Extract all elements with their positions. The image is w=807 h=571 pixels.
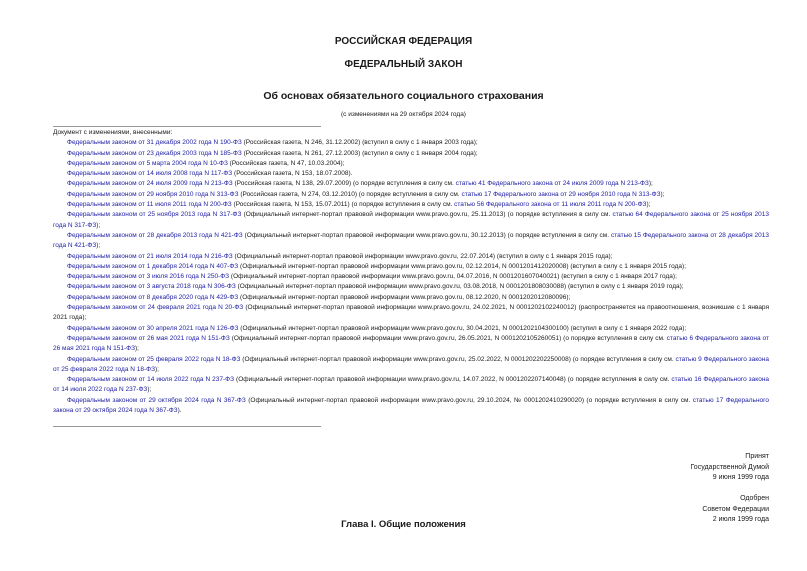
- amendment-tail: );: [96, 242, 101, 250]
- amendment-law-link[interactable]: Федеральным законом от 30 апреля 2021 года N 126-ФЗ: [67, 324, 239, 332]
- amendment-details: (Официальный интернет-портал правовой информации www.pravo.gov.ru, 03.08.2018, N 0001201808030088) (вступил в силу с 1 января 2019 года);: [235, 283, 684, 291]
- amendment-law-link[interactable]: Федеральным законом от 8 декабря 2020 года N 429-ФЗ: [67, 293, 239, 301]
- amendment-law-link[interactable]: Федеральным законом от 23 декабря 2003 года N 185-ФЗ: [67, 149, 242, 157]
- amendment-law-link[interactable]: Федеральным законом от 24 июля 2009 года N 213-ФЗ: [67, 180, 233, 188]
- header-country: РОССИЙСКАЯ ФЕДЕРАЦИЯ: [334, 36, 473, 47]
- amendment-law-link[interactable]: Федеральным законом от 14 июля 2008 года N 117-ФЗ: [67, 170, 233, 178]
- amendment-details: (Официальный интернет-портал правовой информации www.pravo.gov.ru, 25.11.2013) (о порядке вступления в силу см.: [241, 211, 613, 219]
- amendment-details: (Официальный интернет-портал правовой информации www.pravo.gov.ru, 04.07.2016, N 0001201607040021) (вступил в силу с 1 января 2017 года);: [229, 273, 677, 281]
- amendment-details: (Официальный интернет-портал правовой информации www.pravo.gov.ru, 25.02.2022, N 0001202202250008) (о порядке вступления в силу см.: [240, 355, 676, 363]
- amendment-item: [53, 149, 769, 159]
- amendment-article-link[interactable]: статью 17 Федерального закона от 29 октября 2024 года N 367-ФЗ: [53, 396, 769, 415]
- amendment-article-link[interactable]: статью 56 Федерального закона от 11 июля 2011 года N 200-ФЗ: [454, 201, 647, 209]
- amendment-law-link[interactable]: Федеральным законом от 3 июля 2016 года N 250-ФЗ: [67, 273, 230, 281]
- council-line: 2 июля 1999 года: [712, 516, 769, 523]
- divider-bottom: [53, 426, 321, 427]
- amendment-law-link[interactable]: Федеральным законом от 21 июля 2014 года N 216-ФЗ: [67, 252, 233, 260]
- amendment-details: (Российская газета, N 246, 31.12.2002) (вступил в силу с 1 января 2003 года);: [241, 139, 478, 147]
- council-line: Советом Федерации: [702, 505, 769, 513]
- amendment-tail: ).: [177, 407, 182, 415]
- amendment-item: [53, 210, 769, 231]
- amendment-details: (Официальный интернет-портал правовой информации www.pravo.gov.ru, 24.02.2021, N 0001202102240012) (распространяется на правоотношения, возникшие с 1 января 2021 года);: [53, 304, 769, 322]
- amendment-law-link[interactable]: Федеральным законом от 29 октября 2024 года N 367-ФЗ: [67, 396, 246, 404]
- amendment-item: [53, 272, 769, 282]
- amendment-item: [53, 138, 769, 148]
- amendment-tail: );: [660, 190, 665, 198]
- amendment-law-link[interactable]: Федеральным законом от 29 ноября 2010 года N 313-ФЗ: [67, 190, 239, 198]
- amendment-law-link[interactable]: Федеральным законом от 3 августа 2018 года N 306-ФЗ: [67, 283, 236, 291]
- revision-note: (с изменениями на 29 октября 2024 года): [341, 111, 466, 118]
- amendment-item: [53, 169, 769, 179]
- amendment-law-link[interactable]: Федеральным законом от 31 декабря 2002 года N 190-ФЗ: [67, 139, 242, 147]
- amendment-item: [53, 282, 769, 292]
- amendment-details: (Официальный интернет-портал правовой информации www.pravo.gov.ru, 08.12.2020, N 0001202012080096);: [238, 293, 571, 301]
- amendment-law-link[interactable]: Федеральным законом от 28 декабря 2013 года N 421-ФЗ: [67, 231, 243, 239]
- duma-line: Государственной Думой: [690, 463, 769, 471]
- amendment-law-link[interactable]: Федеральным законом от 14 июля 2022 года N 237-ФЗ: [67, 376, 235, 384]
- amendment-law-link[interactable]: Федеральным законом от 25 ноября 2013 года N 317-ФЗ: [67, 211, 242, 219]
- amendment-article-link[interactable]: статью 9 Федерального закона от 25 февраля 2022 года N 18-ФЗ: [53, 355, 769, 373]
- amendment-tail: );: [155, 365, 159, 373]
- amendment-details: (Российская газета, N 153, 15.07.2011) (о порядке вступления в силу см.: [231, 201, 455, 209]
- amendment-item: [53, 303, 769, 324]
- duma-line: 9 июня 1999 года: [712, 474, 769, 481]
- amendment-details: (Российская газета, N 261, 27.12.2003) (вступил в силу с 1 января 2004 года);: [241, 149, 478, 157]
- amendment-law-link[interactable]: Федеральным законом от 5 марта 2004 года N 10-ФЗ: [67, 159, 228, 167]
- amendment-details: (Официальный интернет-портал правовой информации www.pravo.gov.ru, 22.07.2014) (вступил в силу с 1 января 2015 года);: [232, 252, 613, 260]
- amendment-tail: );: [135, 345, 139, 353]
- amendment-article-link[interactable]: статью 17 Федерального закона от 29 ноября 2010 года N 313-ФЗ: [461, 190, 661, 198]
- amendment-details: (Официальный интернет-портал правовой информации www.pravo.gov.ru, 26.05.2021, N 0001202105260051) (о порядке вступления в силу см.: [229, 334, 667, 342]
- divider-top: [53, 126, 321, 127]
- amendment-article-link[interactable]: статью 64 Федерального закона от 25 ноября 2013 года N 317-ФЗ: [53, 211, 769, 229]
- amendment-law-link[interactable]: Федеральным законом от 24 февраля 2021 года N 20-ФЗ: [67, 304, 244, 312]
- amendment-article-link[interactable]: статью 16 Федерального закона от 14 июля 2022 года N 237-ФЗ: [53, 376, 770, 394]
- amendments-intro: Документ с изменениями, внесенными:: [53, 129, 173, 136]
- amendment-item: [53, 200, 769, 210]
- amendment-item: [53, 293, 769, 303]
- amendment-tail: );: [147, 386, 152, 394]
- council-line: Одобрен: [740, 495, 769, 502]
- chapter-heading: Глава I. Общие положения: [341, 519, 466, 530]
- document-title: Об основах обязательного социального страхования: [263, 90, 544, 102]
- amendment-tail: );: [646, 201, 651, 209]
- amendment-details: (Официальный интернет-портал правовой информации www.pravo.gov.ru, 29.10.2024, № 0001202410290020) (о порядке вступления в силу см.: [245, 396, 693, 404]
- header-law-type: ФЕДЕРАЛЬНЫЙ ЗАКОН: [344, 59, 463, 70]
- amendment-details: (Официальный интернет-портал правовой информации www.pravo.gov.ru, 02.12.2014, N 0001201412020008) (вступил в силу с 1 января 2015 года);: [238, 262, 686, 270]
- amendment-item: [53, 231, 769, 252]
- amendment-item: [53, 252, 769, 262]
- amendments-items: [53, 138, 769, 416]
- duma-line: Принят: [745, 453, 769, 460]
- amendment-details: (Российская газета, N 47, 10.03.2004);: [227, 159, 345, 167]
- amendment-article-link[interactable]: статью 6 Федерального закона от 26 мая 2021 года N 151-ФЗ: [53, 334, 769, 353]
- amendment-law-link[interactable]: Федеральным законом от 1 декабря 2014 года N 407-ФЗ: [67, 262, 239, 270]
- amendment-item: [53, 324, 769, 334]
- amendment-item: [53, 159, 769, 169]
- amendment-tail: );: [648, 180, 653, 188]
- amendment-tail: );: [96, 221, 101, 229]
- amendment-article-link[interactable]: статью 15 Федерального закона от 28 декабря 2013 года N 421-ФЗ: [53, 231, 770, 250]
- amendment-item: [53, 375, 769, 396]
- duma-adoption: [690, 452, 769, 484]
- amendment-law-link[interactable]: Федеральным законом от 11 июля 2011 года N 200-ФЗ: [67, 201, 232, 209]
- amendment-item: [53, 262, 769, 272]
- amendment-details: (Официальный интернет-портал правовой информации www.pravo.gov.ru, 30.12.2013) (о порядке вступления в силу см.: [242, 231, 611, 239]
- amendments-list: [53, 128, 769, 416]
- amendment-law-link[interactable]: Федеральным законом от 26 мая 2021 года N 151-ФЗ: [67, 334, 230, 342]
- amendment-details: (Официальный интернет-портал правовой информации www.pravo.gov.ru, 30.04.2021, N 0001202104300100) (вступил в силу с 1 января 2022 года);: [238, 324, 687, 332]
- amendment-law-link[interactable]: Федеральным законом от 25 февраля 2022 года N 18-ФЗ: [67, 355, 241, 363]
- amendment-article-link[interactable]: статью 41 Федерального закона от 24 июля 2009 года N 213-ФЗ: [455, 180, 649, 188]
- amendment-item: [53, 190, 769, 200]
- amendment-details: (Официальный интернет-портал правовой информации www.pravo.gov.ru, 14.07.2022, N 0001202207140048) (о порядке вступления в силу см.: [234, 376, 672, 384]
- amendment-details: (Российская газета, N 274, 03.12.2010) (о порядке вступления в силу см.: [238, 190, 462, 198]
- amendment-details: (Российская газета, N 138, 29.07.2009) (о порядке вступления в силу см.: [232, 180, 456, 188]
- amendment-item: [53, 355, 769, 376]
- amendment-item: [53, 396, 769, 417]
- amendment-item: [53, 334, 769, 355]
- amendment-details: (Российская газета, N 153, 18.07.2008).: [232, 170, 353, 178]
- amendment-item: [53, 179, 769, 189]
